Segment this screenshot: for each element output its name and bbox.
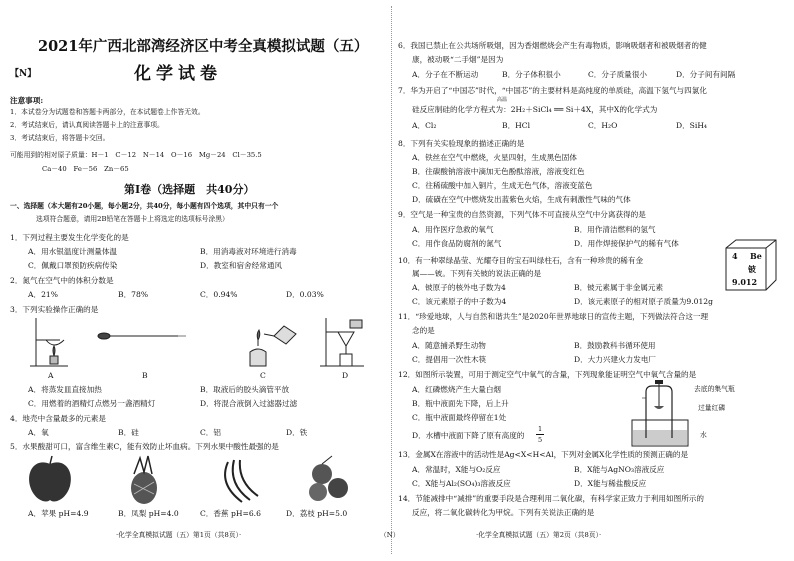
notice-1: 1．本试卷分为试题卷和答题卡两部分，在本试题卷上作答无效。 xyxy=(10,108,205,116)
q9-option-a: A．用作医疗急救的氧气 xyxy=(412,225,494,234)
be-symbol: Be xyxy=(750,251,762,261)
q11-option-d: D．大力兴建火力发电厂 xyxy=(574,355,657,364)
oxygen-measurement-apparatus xyxy=(630,380,690,450)
q13-option-c: C．X能与Al₂(SO₄)₃溶液反应 xyxy=(412,479,511,488)
q1-option-a: A．用水银温度计测量体温 xyxy=(28,247,118,256)
q7-option-b: B．HCl xyxy=(502,121,531,130)
q3-label-b: B xyxy=(142,371,148,380)
q10-stem-line1: 10．有一种翠绿晶莹、光耀夺目的宝石叫绿柱石，含有一种珍贵的稀有金 xyxy=(398,256,644,265)
q11-option-b: B．鼓励教科书循环使用 xyxy=(574,341,656,350)
q10-option-c: C．该元素原子的中子数为4 xyxy=(412,297,507,306)
q3-label-a: A xyxy=(48,371,54,380)
be-atomic-number: 4 xyxy=(732,251,738,261)
q6-stem-line1: 6．我国已禁止在公共场所吸烟，因为香烟燃烧会产生有毒物质，影响吸烟者和被吸烟者的健 xyxy=(398,41,707,50)
apple-icon xyxy=(29,456,71,501)
q9-option-d: D．用作焊接保护气的稀有气体 xyxy=(574,239,679,248)
q8-stem: 8．下列有关实验现象的描述正确的是 xyxy=(398,139,525,148)
q6-option-a: A．分子在不断运动 xyxy=(412,70,479,79)
q4-option-b: B．硅 xyxy=(118,428,139,437)
center-version-mark: （N） xyxy=(380,531,400,539)
q7-stem-line1: 7．华为开启了“中国芯”时代，“中国芯”的主要材料是高纯度的单质硅，高温下氢气与四氯化 xyxy=(398,86,707,95)
q4-stem: 4．地壳中含量最多的元素是 xyxy=(10,414,106,423)
column-divider xyxy=(391,6,392,554)
q9-stem: 9．空气是一种宝贵的自然资源，下列气体不可直接从空气中分离获得的是 xyxy=(398,210,646,219)
q8-option-a: A．铁丝在空气中燃烧，火星四射，生成黑色固体 xyxy=(412,153,577,162)
q3-label-c: C xyxy=(260,371,266,380)
q5-stem: 5．水果酸甜可口，富含维生素C，能有效防止坏血病。下列水果中酸性最强的是 xyxy=(10,442,279,451)
q8-option-c: C．往稀硫酸中加入铜片，生成无色气体，溶液变蓝色 xyxy=(412,181,593,190)
atomic-masses-line1: 可能用到的相对原子质量：H－1 C－12 N－14 O－16 Mg－24 Cl－35.5 xyxy=(10,151,262,159)
label-red-phosphorus: 过量红磷 xyxy=(698,404,726,412)
q13-option-b: B．X能与AgNO₃溶液反应 xyxy=(574,465,665,474)
subject-title: 化学试卷 xyxy=(134,64,222,84)
q9-option-b: B．用作清洁燃料的氢气 xyxy=(574,225,656,234)
q7-stem-line2: 硅反应制硅的化学方程式为：2H₂＋SiCl₄ ══ Si＋4X，其中X的化学式为 xyxy=(412,105,658,114)
q12-option-c: C．瓶中液面最终停留在1处 xyxy=(412,413,507,422)
pineapple-icon xyxy=(131,456,157,504)
q5-option-a: A．苹果 pH=4.9 xyxy=(28,509,89,518)
q1-option-c: C．佩戴口罩预防疾病传染 xyxy=(28,261,118,270)
part-one-heading: 第Ⅰ卷（选择题 共40分） xyxy=(124,183,255,196)
q10-stem-line2: 属——铍。下列有关铍的说法正确的是 xyxy=(412,269,542,278)
section-one-instructions-1: 一、选择题（本大题有20小题，每小题2分，共40分，每小题有四个选项，其中只有一个 xyxy=(10,202,279,210)
q3-option-c: C．用燃着的酒精灯点燃另一盏酒精灯 xyxy=(28,399,156,408)
q2-option-a: A．21% xyxy=(28,290,58,299)
evaporating-dish-illustration xyxy=(30,318,68,366)
dropper-illustration xyxy=(98,333,186,339)
q3-option-a: A．将蒸发皿直接加热 xyxy=(28,385,102,394)
q3-lab-illustrations xyxy=(28,316,368,370)
q6-option-b: B．分子体积很小 xyxy=(502,70,561,79)
be-name: 铍 xyxy=(748,264,756,274)
q13-option-a: A．常温时，X能与O₂反应 xyxy=(412,465,501,474)
q5-option-d: D．荔枝 pH=5.0 xyxy=(286,509,348,518)
q7-reaction-condition: 高温 xyxy=(497,97,508,103)
label-bottomless-bottle: 去底的集气瓶 xyxy=(694,385,735,393)
q2-stem: 2．氮气在空气中的体积分数是 xyxy=(10,276,114,285)
q3-stem: 3．下列实验操作正确的是 xyxy=(10,305,99,314)
q11-option-c: C．提倡用一次性木筷 xyxy=(412,355,487,364)
q12-option-a: A．红磷燃烧产生大量白烟 xyxy=(412,385,502,394)
q1-option-d: D．教室和宿舍经常通风 xyxy=(200,261,283,270)
q12-option-b: B．瓶中液面先下降，后上升 xyxy=(412,399,509,408)
q10-option-d: D．该元素原子的相对原子质量为9.012g xyxy=(574,297,713,306)
section-one-instructions-2: 选项符合题意，请用2B铅笔在答题卡上将选定的选项标号涂黑） xyxy=(36,215,229,223)
left-footer: ·化学全真模拟试题（五）第1页（共8页）· xyxy=(116,531,242,539)
q13-stem: 13．金属X在溶液中的活动性是Ag<X<H<Al，下列对金属X化学性质的预测正确的是 xyxy=(398,450,689,459)
q6-stem-line2: 康，被动吸“二手烟”是因为 xyxy=(412,55,504,64)
q6-option-c: C．分子质量很小 xyxy=(588,70,647,79)
be-atomic-mass: 9.012 xyxy=(732,277,758,287)
q4-option-d: D．铁 xyxy=(286,428,308,437)
q8-option-d: D．硫磺在空气中燃烧发出蓝紫色火焰，生成有刺激性气味的气体 xyxy=(412,195,631,204)
lychee-icon xyxy=(309,456,348,501)
q12-option-d: D．水槽中液面下降了原有高度的 xyxy=(412,431,525,440)
q3-label-d: D xyxy=(342,371,349,380)
notice-heading: 注意事项: xyxy=(10,96,44,105)
q14-stem-line1: 14．节能减排中“减排”的重要手段是合理利用二氧化碳，有科学家正致力于利用如图所示的 xyxy=(398,494,704,503)
version-tag: 【N】 xyxy=(10,69,37,79)
q5-option-b: B．凤梨 pH=4.0 xyxy=(118,509,179,518)
q3-option-b: B．取液后的胶头滴管平放 xyxy=(200,385,290,394)
q1-option-b: B．用消毒液对环境进行消毒 xyxy=(200,247,297,256)
q4-option-a: A．氧 xyxy=(28,428,49,437)
q13-option-d: D．X能与稀盐酸反应 xyxy=(574,479,647,488)
q11-option-a: A．随意捕杀野生动物 xyxy=(412,341,486,350)
q7-option-d: D．SiH₄ xyxy=(676,121,707,130)
q11-stem-line2: 念的是 xyxy=(412,326,435,335)
label-water: 水 xyxy=(700,431,707,439)
q5-option-c: C．香蕉 pH=6.6 xyxy=(200,509,261,518)
q10-option-a: A．铍原子的核外电子数为4 xyxy=(412,283,506,292)
q6-option-d: D．分子间有间隔 xyxy=(676,70,736,79)
q7-option-a: A．Cl₂ xyxy=(412,121,437,130)
q14-stem-line2: 反应，将二氧化碳转化为甲烷。下列有关说法正确的是 xyxy=(412,508,595,517)
q5-fruit-illustrations xyxy=(22,454,372,506)
q2-option-b: B．78% xyxy=(118,290,149,299)
q12-stem: 12．如图所示装置，可用于测定空气中氧气的含量，下列现象能证明空气中氧气含量的是 xyxy=(398,370,697,379)
alcohol-lamps-illustration xyxy=(250,326,296,366)
q2-option-d: D．0.03% xyxy=(286,290,324,299)
notice-2: 2．考试结束后，请认真阅读答题卡上的注意事项。 xyxy=(10,121,164,129)
q11-stem-line1: 11．“珍爱地球，人与自然和谐共生”是2020年世界地球日的宣传主题，下列做法符合这一理 xyxy=(398,312,709,321)
q7-option-c: C．H₂O xyxy=(588,121,618,130)
exam-title: 2021年广西北部湾经济区中考全真模拟试题（五） xyxy=(38,38,369,55)
q12-fraction-numerator: 1 xyxy=(538,425,543,433)
notice-3: 3．考试结束后，将答题卡交回。 xyxy=(10,134,110,142)
q9-option-c: C．用作食品防腐剂的氮气 xyxy=(412,239,502,248)
q8-option-b: B．往碳酸钠溶液中滴加无色酚酞溶液，溶液变红色 xyxy=(412,167,585,176)
q12-fraction-denominator: 5 xyxy=(538,436,543,444)
filtration-illustration xyxy=(320,318,364,366)
banana-icon xyxy=(225,460,258,502)
q3-option-d: D．将混合液倒入过滤器过滤 xyxy=(200,399,298,408)
q10-option-b: B．铍元素属于非金属元素 xyxy=(574,283,664,292)
q2-option-c: C．0.94% xyxy=(200,290,238,299)
q12-fraction-bar xyxy=(536,434,544,435)
atomic-masses-line2: Ca－40 Fe－56 Zn－65 xyxy=(42,165,129,173)
q1-stem: 1．下列过程主要发生化学变化的是 xyxy=(10,233,129,242)
q4-option-c: C．铝 xyxy=(200,428,221,437)
right-footer: ·化学全真模拟试题（五）第2页（共8页）· xyxy=(476,531,602,539)
